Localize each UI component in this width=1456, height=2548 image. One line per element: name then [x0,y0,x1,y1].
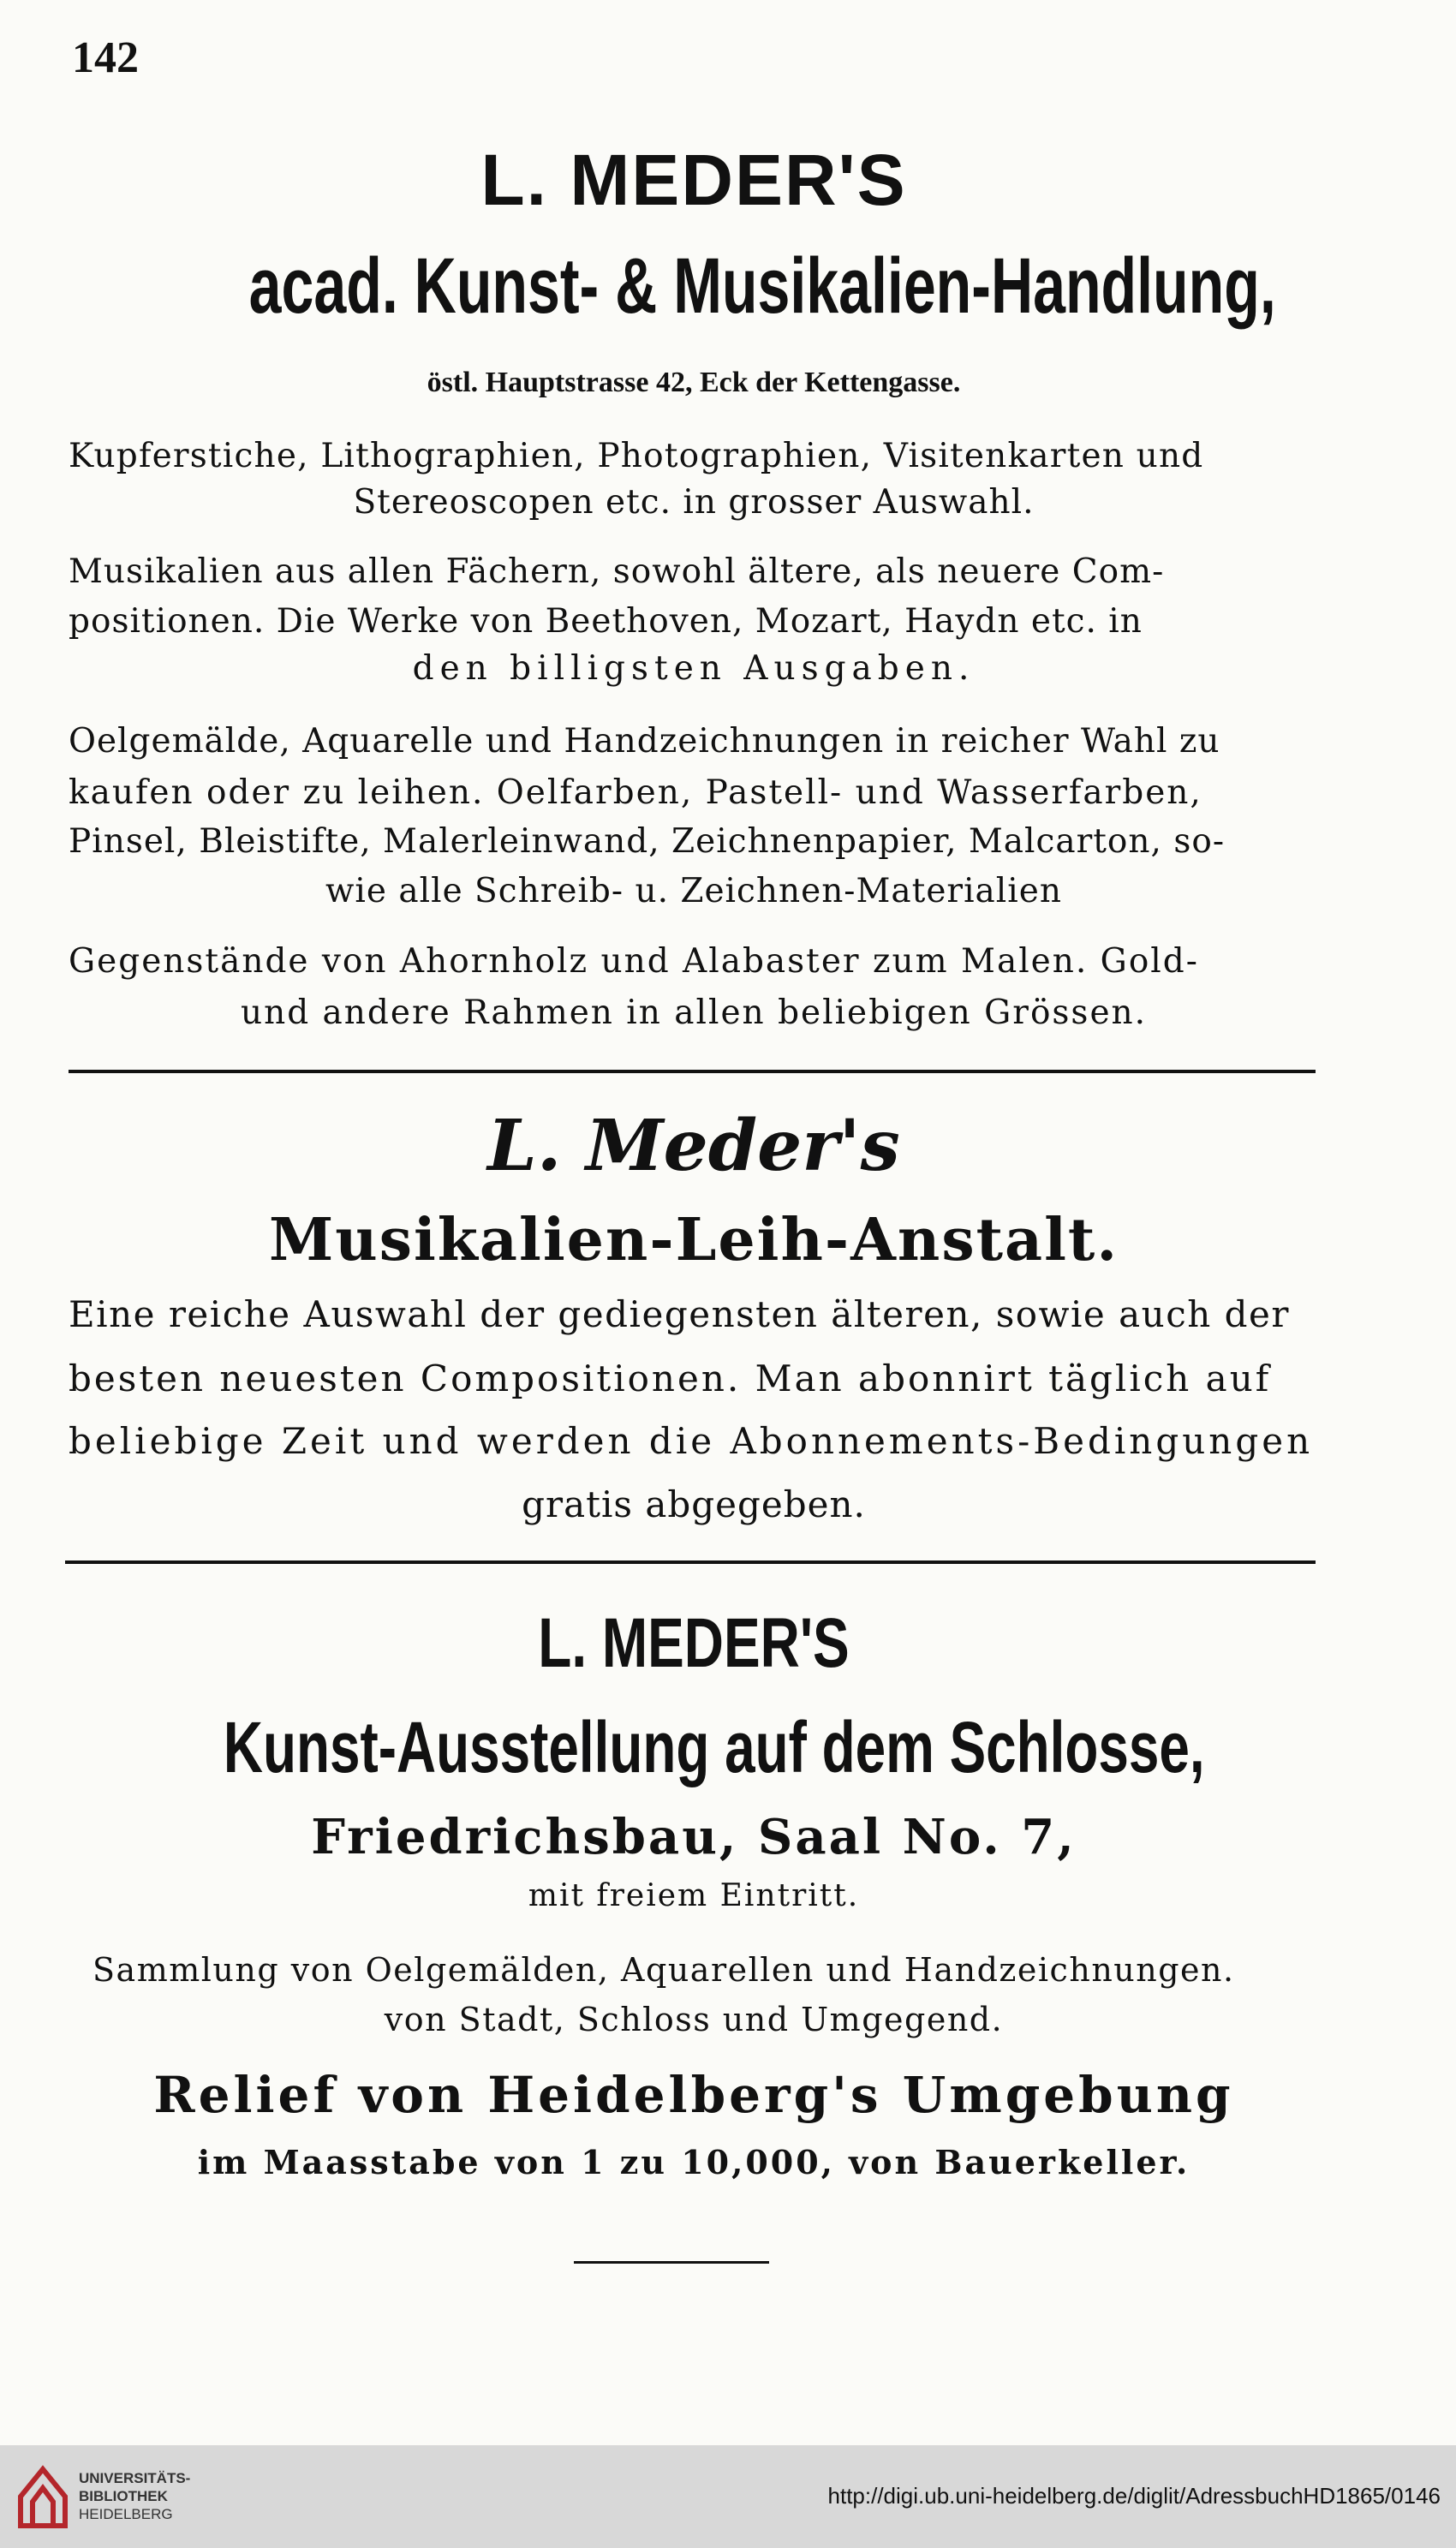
section3-scale: im Maasstabe von 1 zu 10,000, von Bauerkeller. [197,2143,1190,2181]
section2-title: L. Meder's [487,1105,900,1187]
section3-line2: von Stadt, Schloss und Umgegend. [384,2001,1004,2038]
logo-line-2: BIBLIOTHEK [79,2488,168,2504]
logo-line-1: UNIVERSITÄTS- [79,2470,191,2486]
section1-address: östl. Hauptstrasse 42, Eck der Kettengasse. [427,367,961,398]
library-logo-text [79,2469,190,2523]
divider-1 [69,1070,1316,1073]
section1-line2: Stereoscopen etc. in grosser Auswahl. [353,483,1035,522]
section2-line2: besten neuesten Compositionen. Man abonnirt täglich auf [69,1358,1272,1399]
section1-subtitle: acad. Kunst- & Musikalien-Handlung, [248,242,1276,330]
section2-subtitle: Musikalien-Leih-Anstalt. [268,1206,1119,1274]
section1-line10: Gegenstände von Ahornholz und Alabaster zum Malen. Gold- [69,942,1199,981]
section3-relief: Relief von Heidelberg's Umgebung [153,2066,1234,2124]
section1-line11: und andere Rahmen in allen beliebigen Grössen. [240,994,1148,1032]
section1-title: L. MEDER'S [480,140,907,220]
section1-line3: Musikalien aus allen Fächern, sowohl ältere, als neuere Com- [69,552,1165,591]
end-rule [574,2261,769,2264]
divider-2 [65,1560,1316,1564]
library-footer [0,2445,1456,2548]
section1-line1: Kupferstiche, Lithographien, Photographien, Visitenkarten und [69,437,1204,475]
section2-line4: gratis abgegeben. [522,1483,866,1525]
section3-entry: mit freiem Eintritt. [528,1878,860,1913]
section3-location: Friedrichsbau, Saal No. 7, [311,1809,1077,1865]
section1-line6: Oelgemälde, Aquarelle und Handzeichnungen in reicher Wahl zu [69,722,1220,761]
section3-subtitle: Kunst-Ausstellung auf dem Schlosse, [223,1707,1205,1787]
section3-line1: Sammlung von Oelgemälden, Aquarellen und Handzeichnungen. [92,1951,1235,1989]
section2-line3: beliebige Zeit und werden die Abonnements-Bedingungen [69,1420,1314,1462]
section3-title: L. MEDER'S [538,1604,850,1682]
library-logo-icon [15,2462,70,2531]
section1-line5: den billigsten Ausgaben. [412,649,976,688]
section1-line7: kaufen oder zu leihen. Oelfarben, Pastell- und Wasserfarben, [69,773,1202,812]
section1-line4: positionen. Die Werke von Beethoven, Mozart, Haydn etc. in [69,602,1143,641]
logo-line-3: HEIDELBERG [79,2506,173,2522]
section1-line9: wie alle Schreib- u. Zeichnen-Materialien [325,872,1062,910]
source-url-link[interactable]: http://digi.ub.uni-heidelberg.de/diglit/AdressbuchHD1865/0146 [827,2483,1441,2509]
section1-line8: Pinsel, Bleistifte, Malerleinwand, Zeichnenpapier, Malcarton, so- [69,822,1226,861]
section2-line1: Eine reiche Auswahl der gediegensten älteren, sowie auch der [69,1293,1290,1335]
page-number: 142 [72,33,139,82]
